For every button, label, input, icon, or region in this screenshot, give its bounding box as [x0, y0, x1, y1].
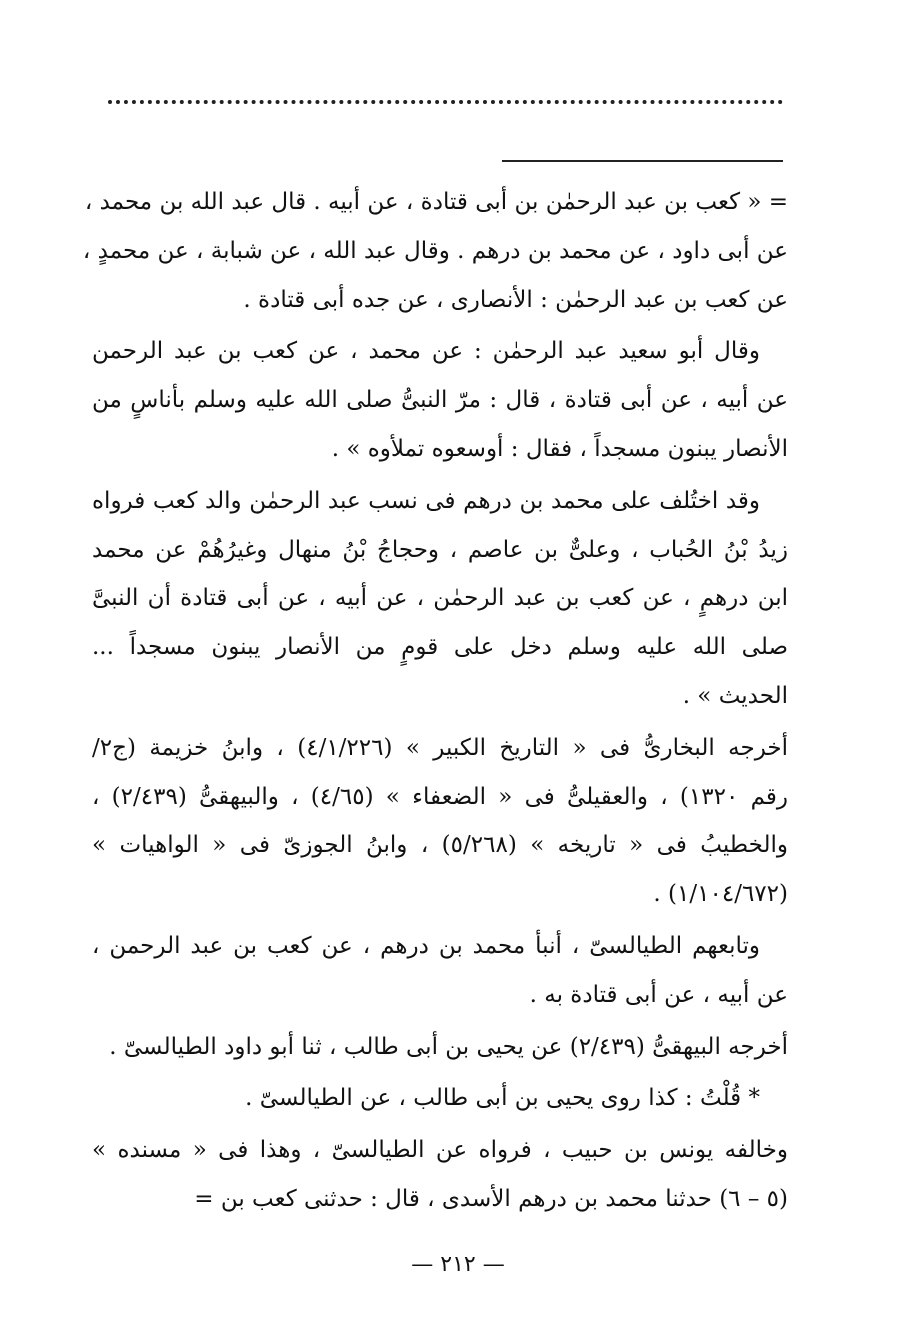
text-line: وتابعهم الطيالسىّ ، أنبأ محمد بن درهم ، عن كعب بن عبد الرحمن ، — [92, 932, 760, 959]
text-line: عن أبيه ، عن أبى قتادة ، قال : مرّ النبىُّ صلى الله عليه وسلم بأناسٍ من — [92, 387, 788, 414]
paragraph-khalafahu — [92, 1126, 788, 1224]
text-line: وقال أبو سعيد عبد الرحمٰن : عن محمد ، عن كعب بن عبد الرحمن — [92, 338, 760, 365]
paragraph-continuation — [82, 178, 788, 324]
footnote-separator-rule — [502, 160, 783, 162]
text-line: عن أبى داود ، عن محمد بن درهم . وقال عبد الله ، عن شبابة ، عن محمدٍ ، — [82, 237, 788, 264]
text-line: عن أبيه ، عن أبى قتادة به . — [529, 981, 788, 1008]
text-line: عن كعب بن عبد الرحمٰن : الأنصارى ، عن جده أبى قتادة . — [243, 286, 788, 313]
paragraph-abu-said — [92, 327, 788, 473]
text-line: (٥ – ٦) حدثنا محمد بن درهم الأسدى ، قال : حدثنى كعب بن = — [194, 1185, 788, 1212]
paragraph-takhrij-bukhari — [92, 724, 788, 919]
text-line: * قُلْتُ : كذا روى يحيى بن أبى طالب ، عن الطيالسىّ . — [245, 1085, 760, 1112]
text-line: = « كعب بن عبد الرحمٰن بن أبى قتادة ، عن أبيه . قال عبد الله بن محمد ، — [84, 189, 788, 215]
paragraph-qultu — [92, 1074, 788, 1123]
header-dotted-rule — [108, 100, 783, 104]
text-line: رقم ١٣٢٠) ، والعقيلىُّ فى « الضعفاء » (٤/٦٥) ، والبيهقىُّ (٢/٤٣٩) ، — [92, 783, 788, 810]
text-line: (١/١٠٤/٦٧٢) . — [653, 881, 788, 908]
text-line: والخطيبُ فى « تاريخه » (٥/٢٦٨) ، وابنُ الجوزىّ فى « الواهيات » — [92, 832, 788, 859]
text-line: أخرجه البيهقىُّ (٢/٤٣٩) عن يحيى بن أبى طالب ، ثنا أبو داود الطيالسىّ . — [109, 1033, 788, 1060]
text-line: وخالفه يونس بن حبيب ، فرواه عن الطيالسىّ ، وهذا فى « مسنده » — [92, 1137, 788, 1164]
page-body — [82, 178, 788, 1238]
text-line: ابن درهمٍ ، عن كعب بن عبد الرحمٰن ، عن أبيه ، عن أبى قتادة أن النبىَّ — [92, 585, 788, 612]
page-number: — ٢١٢ — — [411, 1252, 505, 1277]
paragraph-ikhtulif — [92, 477, 788, 721]
text-line: صلى الله عليه وسلم دخل على قومٍ من الأنصار يبنون مسجداً ... — [92, 634, 788, 661]
text-line: وقد اختُلف على محمد بن درهم فى نسب عبد الرحمٰن والد كعب فرواه — [92, 487, 760, 514]
text-line: زيدُ بْنُ الحُباب ، وعلىٌّ بن عاصم ، وحجاجُ بْنُ منهال وغيرُهُمْ عن محمد — [92, 536, 788, 563]
paragraph-takhrij-bayhaqi — [92, 1023, 788, 1072]
paragraph-tayalisi — [92, 922, 788, 1020]
text-line: الأنصار يبنون مسجداً ، فقال : أوسعوه تملأوه » . — [331, 435, 788, 462]
text-line: الحديث » . — [682, 682, 788, 709]
text-line: أخرجه البخارىُّ فى « التاريخ الكبير » (٤/١/٢٢٦) ، وابنُ خزيمة (ج٢/ — [92, 734, 788, 761]
